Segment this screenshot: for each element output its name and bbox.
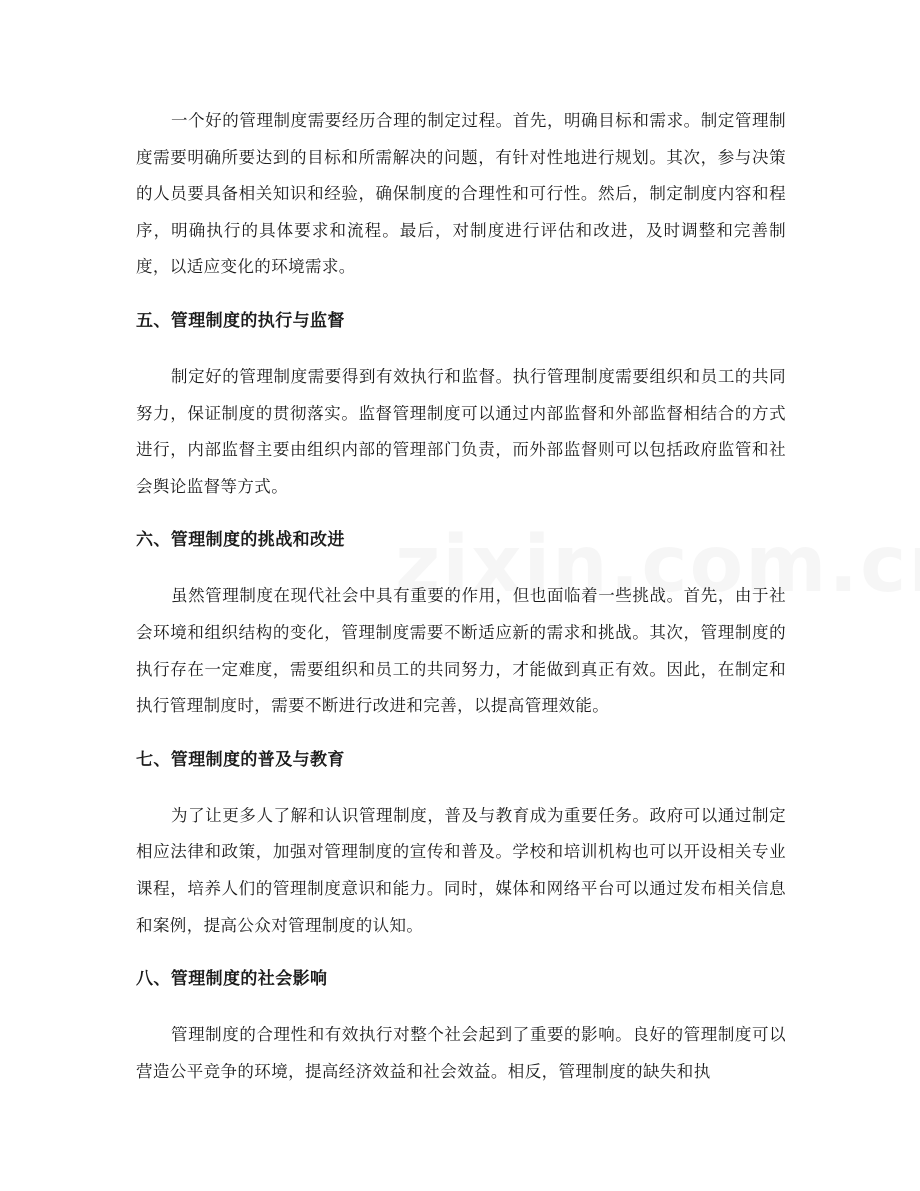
heading-section-6: 六、管理制度的挑战和改进	[136, 530, 345, 551]
document-body	[136, 103, 786, 1090]
paragraph-section-8: 管理制度的合理性和有效执行对整个社会起到了重要的影响。良好的管理制度可以营造公平竞争的环境，提高经济效益和社会效益。相反，管理制度的缺失和执	[136, 1025, 786, 1081]
paragraph-intro: 一个好的管理制度需要经历合理的制定过程。首先，明确目标和需求。制定管理制度需要明确所要达到的目标和所需解决的问题，有针对性地进行规划。其次，参与决策的人员要具备相关知识和经验，确保制度的合理性和可行性。然后，制定制度内容和程序，明确执行的具体要求和流程。最后，对制度进行评估和改进，及时调整和完善制度，以适应变化的环境需求。	[136, 111, 786, 277]
heading-section-7: 七、管理制度的普及与教育	[136, 749, 345, 770]
paragraph-section-7: 为了让更多人了解和认识管理制度，普及与教育成为重要任务。政府可以通过制定相应法律和政策，加强对管理制度的宣传和普及。学校和培训机构也可以开设相关专业课程，培养人们的管理制度意识和能力。同时，媒体和网络平台可以通过发布相关信息和案例，提高公众对管理制度的认知。	[136, 805, 786, 935]
heading-section-5: 五、管理制度的执行与监督	[136, 310, 345, 331]
paragraph-section-5: 制定好的管理制度需要得到有效执行和监督。执行管理制度需要组织和员工的共同努力，保证制度的贯彻落实。监督管理制度可以通过内部监督和外部监督相结合的方式进行，内部监督主要由组织内部的管理部门负责，而外部监督则可以包括政府监管和社会舆论监督等方式。	[136, 366, 786, 496]
heading-section-8: 八、管理制度的社会影响	[136, 969, 328, 990]
paragraph-section-6: 虽然管理制度在现代社会中具有重要的作用，但也面临着一些挑战。首先，由于社会环境和组织结构的变化，管理制度需要不断适应新的需求和挑战。其次，管理制度的执行存在一定难度，需要组织和员工的共同努力，才能做到真正有效。因此，在制定和执行管理制度时，需要不断进行改进和完善，以提高管理效能。	[136, 586, 786, 716]
